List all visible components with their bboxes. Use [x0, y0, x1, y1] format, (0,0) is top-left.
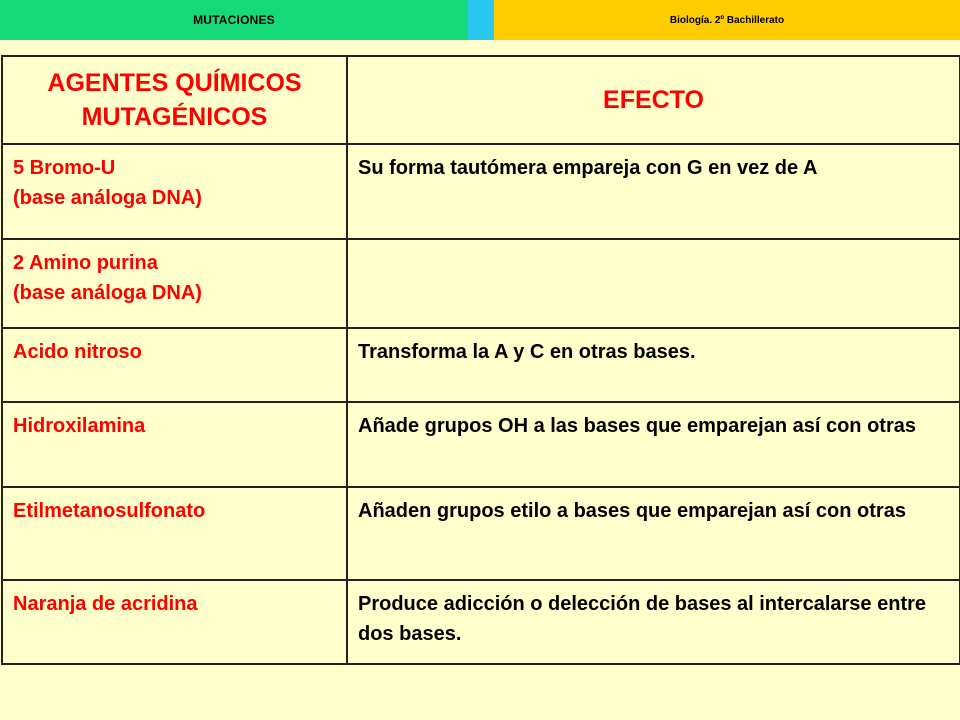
agent-name: Naranja de acridina: [13, 593, 198, 615]
agent-cell: [2, 487, 347, 580]
effect-cell: Su forma tautómera empareja con G en vez de A: [347, 144, 960, 239]
table-row: [2, 239, 960, 328]
table-row: [2, 580, 960, 664]
agent-cell: [2, 328, 347, 402]
mutagen-table: [1, 55, 960, 665]
table-row: [2, 487, 960, 580]
agent-name: Acido nitroso: [13, 341, 142, 363]
header-course-title: Biología. 2º Bachillerato: [669, 14, 785, 26]
effect-cell: Produce adicción o delección de bases al intercalarse entre dos bases.: [347, 580, 960, 664]
agent-name: 2 Amino purina: [13, 252, 158, 274]
agent-cell: [2, 580, 347, 664]
agent-cell: [2, 239, 347, 328]
agent-cell: [2, 402, 347, 487]
table-header-row: [2, 56, 960, 144]
agent-name: Hidroxilamina: [13, 415, 146, 437]
effect-cell: Añaden grupos etilo a bases que emparejan así con otras: [347, 487, 960, 580]
table-row: [2, 402, 960, 487]
effect-cell: Añade grupos OH a las bases que emparejan así con otras: [347, 402, 960, 487]
effect-cell: Transforma la A y C en otras bases.: [347, 328, 960, 402]
header-left-segment: [0, 0, 468, 40]
agent-column-header: AGENTES QUÍMICOS MUTAGÉNICOS: [2, 56, 347, 144]
table-row: [2, 144, 960, 239]
header-bar: [0, 0, 960, 40]
header-topic-title: MUTACIONES: [193, 13, 275, 27]
effect-cell: [347, 239, 960, 328]
effect-column-header: EFECTO: [347, 56, 960, 144]
header-divider-segment: [468, 0, 494, 40]
table-row: [2, 328, 960, 402]
agent-cell: [2, 144, 347, 239]
agent-note: (base análoga DNA): [13, 187, 202, 209]
agent-note: (base análoga DNA): [13, 282, 202, 304]
agent-name: Etilmetanosulfonato: [13, 500, 206, 522]
header-right-segment: [494, 0, 960, 40]
agent-name: 5 Bromo-U: [13, 157, 116, 179]
